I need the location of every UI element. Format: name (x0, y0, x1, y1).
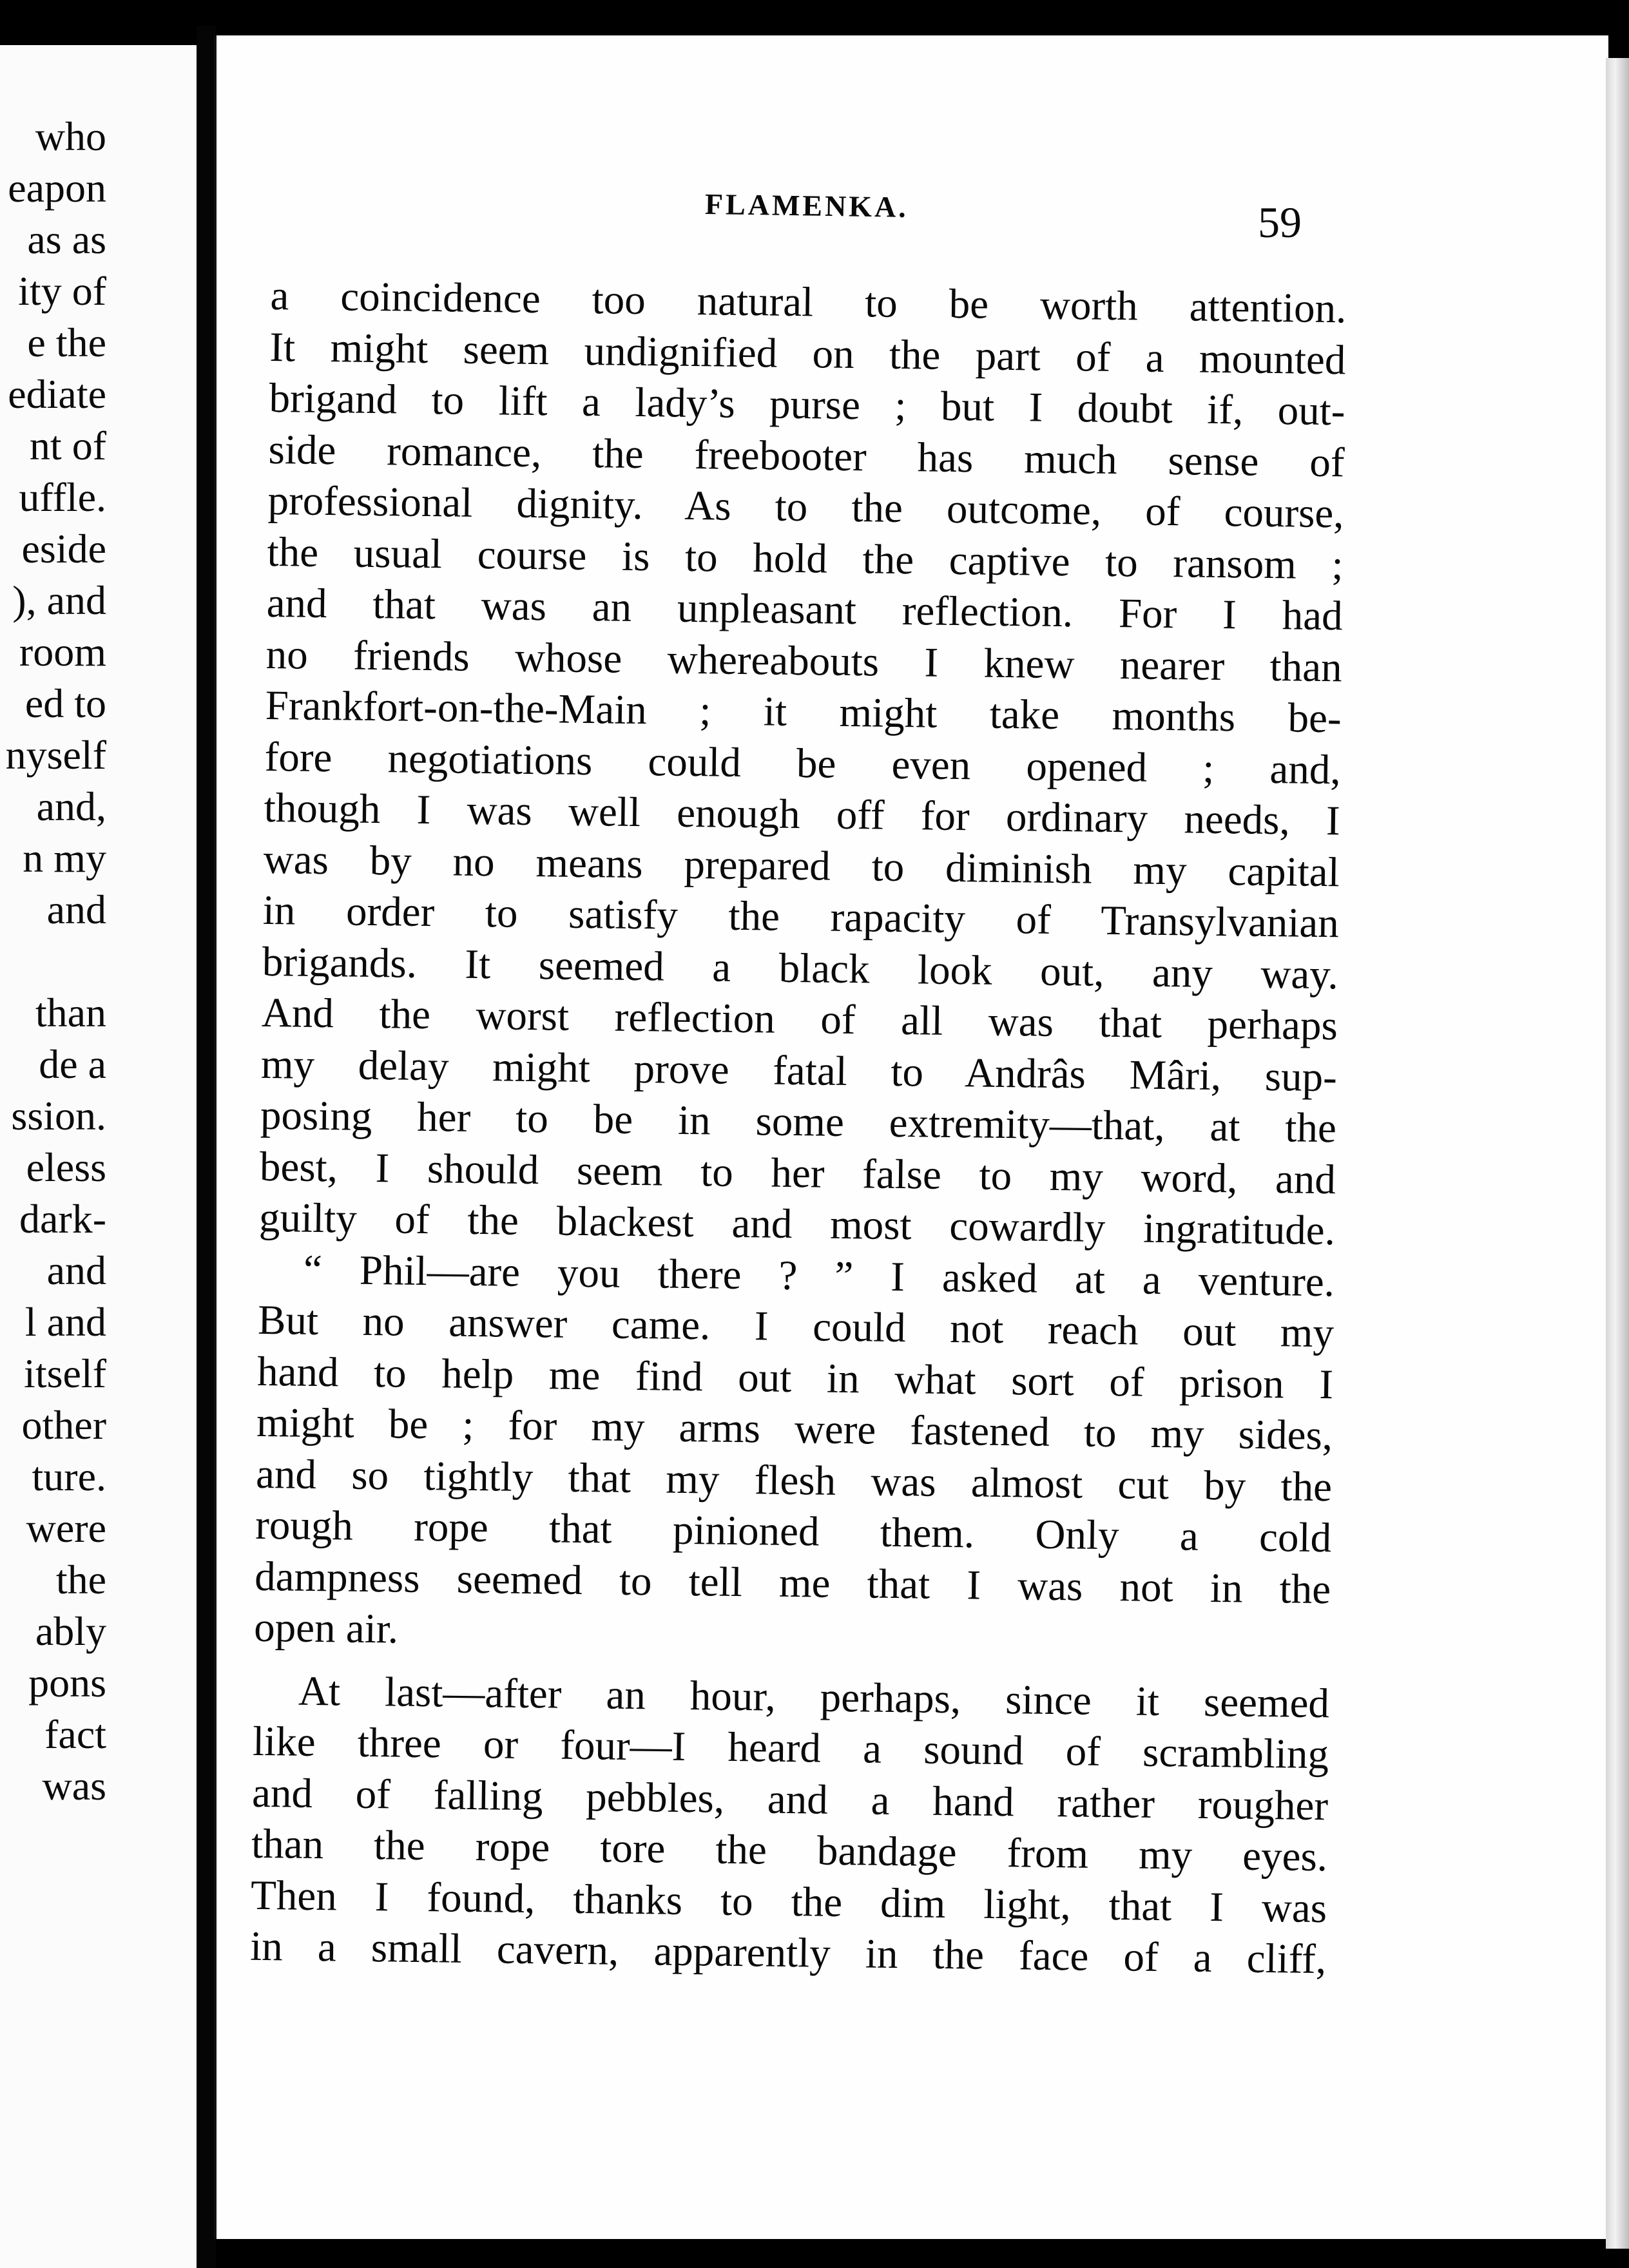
left-page-fragment: ity of (18, 268, 106, 314)
text-line: posing her to be in some extremity—that, at the (260, 1091, 1337, 1152)
text-line: brigand to lift a lady’s purse ; but I doubt if, out- (269, 374, 1345, 435)
text-line: fore negotiations could be even opened ; and, (264, 733, 1342, 793)
text-line: Then I found, thanks to the dim light, that I was (250, 1872, 1327, 1932)
text-line: in order to satisfy the rapacity of Transylvanian (262, 887, 1340, 947)
left-page-fragment: eless (26, 1144, 106, 1190)
page-number: 59 (1258, 198, 1302, 247)
book-gutter (197, 26, 216, 2268)
left-page-fragment: e the (27, 320, 106, 365)
left-page-fragment: l and (24, 1299, 106, 1345)
text-line: It might seem undignified on the part of a mounted (269, 323, 1346, 383)
text-line: might be ; for my arms were fastened to my sides, (256, 1399, 1333, 1459)
left-page-fragment: than (35, 990, 106, 1035)
left-page-fragment: as as (27, 216, 106, 262)
text-line: side romance, the freebooter has much sense of (268, 426, 1345, 486)
text-line: my delay might prove fatal to Andrâs Mâri, sup- (260, 1041, 1338, 1100)
text-line: no friends whose whereabouts I knew nearer than (265, 631, 1343, 691)
text-line: than the rope tore the bandage from my eyes. (251, 1820, 1328, 1881)
left-page-fragment: nt of (29, 423, 106, 468)
text-line: hand to help me find out in what sort of prison I (256, 1348, 1334, 1408)
left-page-fragment: ture. (32, 1454, 106, 1499)
left-page-fragment: ed to (24, 680, 106, 726)
left-page-fragment: ediate (8, 371, 106, 417)
left-page-fragment: ), and (12, 577, 106, 623)
text-line: guilty of the blackest and most cowardly ingratitude. (258, 1194, 1336, 1254)
left-page-fragment: uffle. (19, 474, 106, 520)
left-page-fragment: the (55, 1557, 106, 1602)
text-line: a coincidence too natural to be worth attention. (270, 272, 1347, 332)
left-page-fragment: nyself (5, 732, 106, 778)
left-page-fragment: ssion. (11, 1093, 106, 1139)
running-head: FLAMENKA. (704, 187, 909, 224)
body-text (250, 271, 1353, 1986)
text-line: “ Phil—are you there ? ” I asked at a venture. (303, 1246, 1335, 1305)
previous-page (0, 45, 198, 2268)
left-page-fragment: de a (39, 1041, 106, 1087)
text-line: At last—after an hour, perhaps, since it seemed (298, 1667, 1330, 1727)
text-line: dampness seemed to tell me that I was not in the (254, 1553, 1331, 1613)
left-page-fragment: eside (21, 526, 106, 572)
left-page-fragment: fact (44, 1711, 106, 1757)
left-page-fragment: was (42, 1763, 106, 1809)
page-edge (1606, 58, 1629, 2249)
text-line: like three or four—I heard a sound of scrambling (252, 1718, 1329, 1778)
left-page-fragment: and (46, 887, 106, 932)
left-page-fragment: other (21, 1402, 106, 1448)
left-page-fragment: and, (36, 783, 106, 829)
text-line: though I was well enough off for ordinary needs, I (264, 784, 1341, 845)
text-line: best, I should seem to her false to my word, and (259, 1143, 1336, 1203)
left-page-fragment: eapon (8, 165, 106, 211)
left-page-fragment: itself (24, 1350, 106, 1396)
left-page-fragment: who (35, 113, 106, 159)
left-page-fragment: n my (23, 835, 106, 881)
left-page-fragment: and (46, 1247, 106, 1293)
text-line: But no answer came. I could not reach out my (257, 1296, 1335, 1357)
left-page-fragment: room (19, 629, 106, 675)
text-line: brigands. It seemed a black look out, any way. (262, 938, 1339, 998)
text-line: in a small cavern, apparently in the face of a cliff, (249, 1923, 1327, 1983)
text-line: rough rope that pinioned them. Only a cold (255, 1501, 1332, 1562)
left-page-fragment: pons (28, 1660, 106, 1706)
left-page-fragment: were (26, 1505, 106, 1551)
text-line: and that was an unpleasant reflection. For I had (266, 579, 1344, 640)
text-line: Frankfort-on-the-Main ; it might take months be- (265, 682, 1342, 742)
left-page-fragment: dark- (19, 1196, 106, 1242)
text-line: the usual course is to hold the captive to ransom ; (267, 528, 1344, 588)
text-line: professional dignity. As to the outcome, of course, (267, 477, 1344, 537)
text-line: and so tightly that my flesh was almost cut by the (255, 1450, 1333, 1510)
text-line: And the worst reflection of all was that perhaps (261, 989, 1338, 1050)
left-page-fragment: ably (35, 1608, 106, 1654)
text-line: and of falling pebbles, and a hand rather rougher (251, 1769, 1329, 1829)
text-line: open air. (253, 1604, 399, 1653)
text-line: was by no means prepared to diminish my capital (263, 836, 1340, 896)
